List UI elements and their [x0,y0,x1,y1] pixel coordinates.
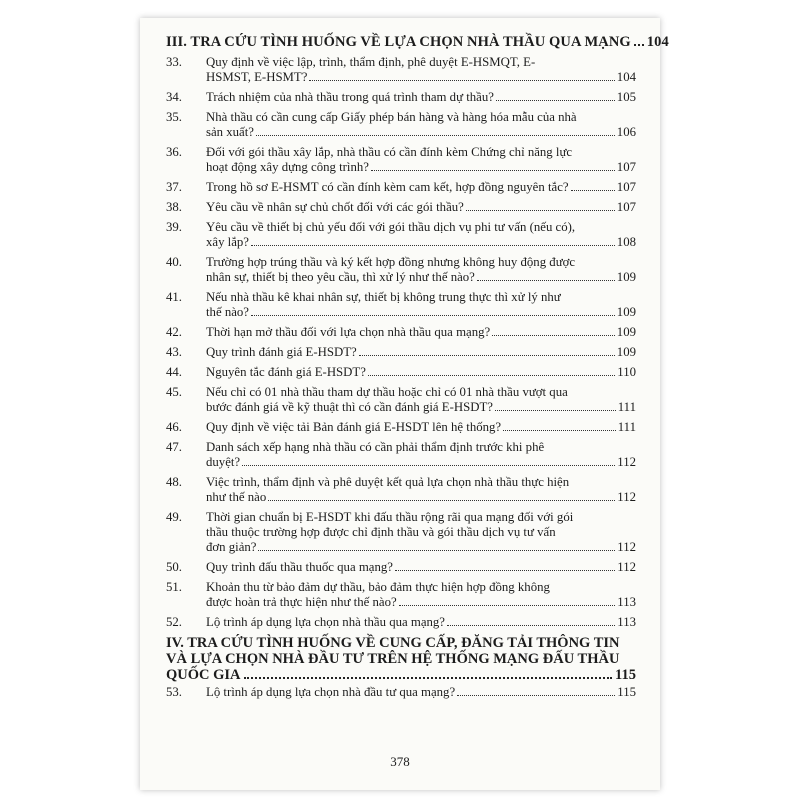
entry-number: 46. [166,420,182,434]
entry-text-line: duyệt? [206,455,241,469]
entry-number: 44. [166,365,182,379]
section-title-text: QUỐC GIA [166,667,241,683]
entry-page: 109 [616,345,636,359]
entry-last-line [206,345,636,360]
entry-page: 111 [617,400,636,414]
entry-body [206,255,636,285]
entry-text-line: Trách nhiệm của nhà thầu trong quá trình tham dự thầu? [206,90,494,104]
entry-body [206,580,636,610]
entry-number: 35. [166,110,182,124]
toc-entry [166,420,636,435]
entry-last-line [206,325,636,340]
entry-page: 112 [617,560,636,574]
entry-text-line: Quy trình đánh giá E-HSDT? [206,345,357,359]
dot-leader [258,550,615,551]
entry-body [206,420,636,435]
toc-entry [166,55,636,85]
entry-body [206,325,636,340]
dot-leader [503,430,616,431]
entry-text-line: HSMST, E-HSMT? [206,70,308,84]
entry-last-line [206,125,636,140]
entry-number: 50. [166,560,182,574]
entry-number: 42. [166,325,182,339]
entries-list-iii [166,55,636,630]
entry-page: 109 [616,305,636,319]
toc-entry [166,510,636,555]
entry-number: 39. [166,220,182,234]
toc-entry [166,290,636,320]
section-page: 104 [646,34,669,50]
toc-entry [166,180,636,195]
toc-entry [166,345,636,360]
entry-text-line: Nhà thầu có cần cung cấp Giấy phép bán hàng và hàng hóa mẫu của nhà [206,110,577,124]
toc-entry [166,385,636,415]
entry-last-line [206,400,636,415]
entry-text-line: đơn giản? [206,540,257,554]
toc-entry [166,580,636,610]
entry-number: 37. [166,180,182,194]
entry-last-line [206,490,636,505]
entry-body [206,200,636,215]
toc-entry [166,145,636,175]
entry-text-line: Quy định về việc tải Bản đánh giá E-HSDT lên hệ thống? [206,420,502,434]
entry-last-line [206,365,636,380]
toc-entry [166,685,636,700]
entry-text-line: Nguyên tắc đánh giá E-HSDT? [206,365,366,379]
entry-text-line: Trong hồ sơ E-HSMT có cần đính kèm cam kết, hợp đồng nguyên tắc? [206,180,569,194]
entry-text-line: Thời gian chuẩn bị E-HSDT khi đấu thầu rộng rãi qua mạng đối với gói [206,510,574,524]
toc-entry [166,325,636,340]
section-title-line: VÀ LỰA CHỌN NHÀ ĐẦU TƯ TRÊN HỆ THỐNG MẠNG ĐẤU THẦU [166,651,620,667]
dot-leader [244,677,613,679]
entry-page: 111 [617,420,636,434]
entry-last-line [206,70,636,85]
entry-page: 107 [616,180,636,194]
entry-number: 52. [166,615,182,629]
entry-text-line: thế nào? [206,305,249,319]
toc-entry [166,560,636,575]
dot-leader [395,570,615,571]
entry-body [206,510,636,555]
dot-leader [256,135,615,136]
entry-text-line: như thế nào [206,490,267,504]
table-of-contents [166,32,669,705]
dot-leader [466,210,615,211]
entry-page: 108 [616,235,636,249]
dot-leader [492,335,615,336]
entry-body [206,290,636,320]
entry-body [206,55,636,85]
entry-page: 106 [616,125,636,139]
entry-text-line: Nếu nhà thầu kê khai nhân sự, thiết bị không trung thực thì xử lý như [206,290,561,304]
dot-leader [495,410,616,411]
entry-page: 107 [616,160,636,174]
entry-number: 36. [166,145,182,159]
entry-number: 33. [166,55,182,69]
toc-entry [166,365,636,380]
dot-leader [634,44,644,46]
entry-page: 113 [617,595,636,609]
entry-number: 51. [166,580,182,594]
entry-number: 34. [166,90,182,104]
entry-body [206,685,636,700]
entry-text-line: Quy định về việc lập, trình, thẩm định, phê duyệt E-HSMQT, E- [206,55,536,69]
entry-number: 40. [166,255,182,269]
dot-leader [371,170,615,171]
entry-text-line: sản xuất? [206,125,254,139]
book-page [140,18,669,790]
dot-leader [399,605,616,606]
entry-text-line: nhân sự, thiết bị theo yêu cầu, thì xử lý như thế nào? [206,270,475,284]
toc-entry [166,475,636,505]
entry-number: 47. [166,440,182,454]
entry-text-line: Yêu cầu về thiết bị chủ yếu đối với gói thầu dịch vụ phi tư vấn (nếu có), [206,220,576,234]
toc-entry [166,220,636,250]
page-number: 378 [390,754,410,769]
entry-number: 38. [166,200,182,214]
entry-number: 48. [166,475,182,489]
dot-leader [309,80,614,81]
entry-last-line [206,455,636,470]
entry-page: 104 [616,70,636,84]
entry-text-line: bước đánh giá về kỹ thuật thì có cần đánh giá E-HSDT? [206,400,493,414]
entry-number: 45. [166,385,182,399]
entry-body [206,475,636,505]
entry-text-line: Nếu chỉ có 01 nhà thầu tham dự thầu hoặc chỉ có 01 nhà thầu vượt qua [206,385,568,399]
entry-page: 109 [616,325,636,339]
entry-text-line: được hoàn trả thực hiện như thế nào? [206,595,397,609]
section-heading-iv [166,635,636,683]
entry-page: 110 [617,365,636,379]
toc-entry [166,440,636,470]
entry-page: 112 [617,540,636,554]
entry-page: 107 [616,200,636,214]
entry-text-line: hoạt động xây dựng công trình? [206,160,369,174]
entry-page: 113 [617,615,636,629]
entry-text-line: Việc trình, thẩm định và phê duyệt kết quả lựa chọn nhà thầu thực hiện [206,475,570,489]
entry-last-line [206,615,636,630]
entry-body [206,560,636,575]
entry-text-line: thầu thuộc trường hợp được chỉ định thầu và gói thầu dịch vụ tư vấn [206,525,556,539]
entry-number: 49. [166,510,182,524]
entry-number: 41. [166,290,182,304]
section-title-line [166,667,636,683]
entry-body [206,345,636,360]
entry-body [206,110,636,140]
entry-text-line: Quy trình đấu thầu thuốc qua mạng? [206,560,393,574]
toc-entry [166,200,636,215]
dot-leader [457,695,615,696]
entry-text-line: Thời hạn mở thầu đối với lựa chọn nhà thầu qua mạng? [206,325,491,339]
entry-body [206,90,636,105]
dot-leader [571,190,615,191]
entry-page: 112 [617,490,636,504]
entry-text-line: Lộ trình áp dụng lựa chọn nhà thầu qua mạng? [206,615,445,629]
entry-number: 43. [166,345,182,359]
entry-body [206,145,636,175]
section-title-line: IV. TRA CỨU TÌNH HUỐNG VỀ CUNG CẤP, ĐĂNG TẢI THÔNG TIN [166,635,620,651]
dot-leader [251,245,615,246]
entry-last-line [206,685,636,700]
entry-last-line [206,200,636,215]
entry-body [206,365,636,380]
entry-body [206,615,636,630]
entry-page: 109 [616,270,636,284]
entry-body [206,220,636,250]
toc-entry [166,615,636,630]
entry-last-line [206,235,636,250]
entry-text-line: Khoản thu từ bảo đảm dự thầu, bảo đảm thực hiện hợp đồng không [206,580,550,594]
dot-leader [268,500,615,501]
dot-leader [447,625,615,626]
dot-leader [496,100,615,101]
dot-leader [368,375,615,376]
entry-page: 112 [617,455,636,469]
entry-text-line: Lộ trình áp dụng lựa chọn nhà đầu tư qua mạng? [206,685,456,699]
entry-last-line [206,540,636,555]
entry-last-line [206,560,636,575]
entry-last-line [206,180,636,195]
entry-text-line: xây lắp? [206,235,249,249]
entry-page: 105 [616,90,636,104]
entry-last-line [206,270,636,285]
entry-text-line: Đối với gói thầu xây lắp, nhà thầu có cần đính kèm Chứng chỉ năng lực [206,145,573,159]
entry-last-line [206,90,636,105]
entries-list-iv [166,685,636,700]
section-page: 115 [615,667,636,683]
entry-text-line: Danh sách xếp hạng nhà thầu có cần phải thẩm định trước khi phê [206,440,545,454]
dot-leader [477,280,615,281]
entry-number: 53. [166,685,182,699]
entry-text-line: Trường hợp trúng thầu và ký kết hợp đồng nhưng không huy động được [206,255,576,269]
entry-last-line [206,160,636,175]
entry-last-line [206,305,636,320]
entry-text-line: Yêu cầu về nhân sự chủ chốt đối với các gói thầu? [206,200,464,214]
entry-body [206,180,636,195]
entry-last-line [206,595,636,610]
dot-leader [359,355,615,356]
dot-leader [242,465,615,466]
toc-entry [166,90,636,105]
entry-page: 115 [617,685,636,699]
section-heading-iii [166,34,669,51]
dot-leader [251,315,615,316]
toc-entry [166,110,636,140]
section-title: III. TRA CỨU TÌNH HUỐNG VỀ LỰA CHỌN NHÀ THẦU QUA MẠNG [166,34,631,50]
entry-body [206,440,636,470]
toc-entry [166,255,636,285]
entry-body [206,385,636,415]
entry-last-line [206,420,636,435]
